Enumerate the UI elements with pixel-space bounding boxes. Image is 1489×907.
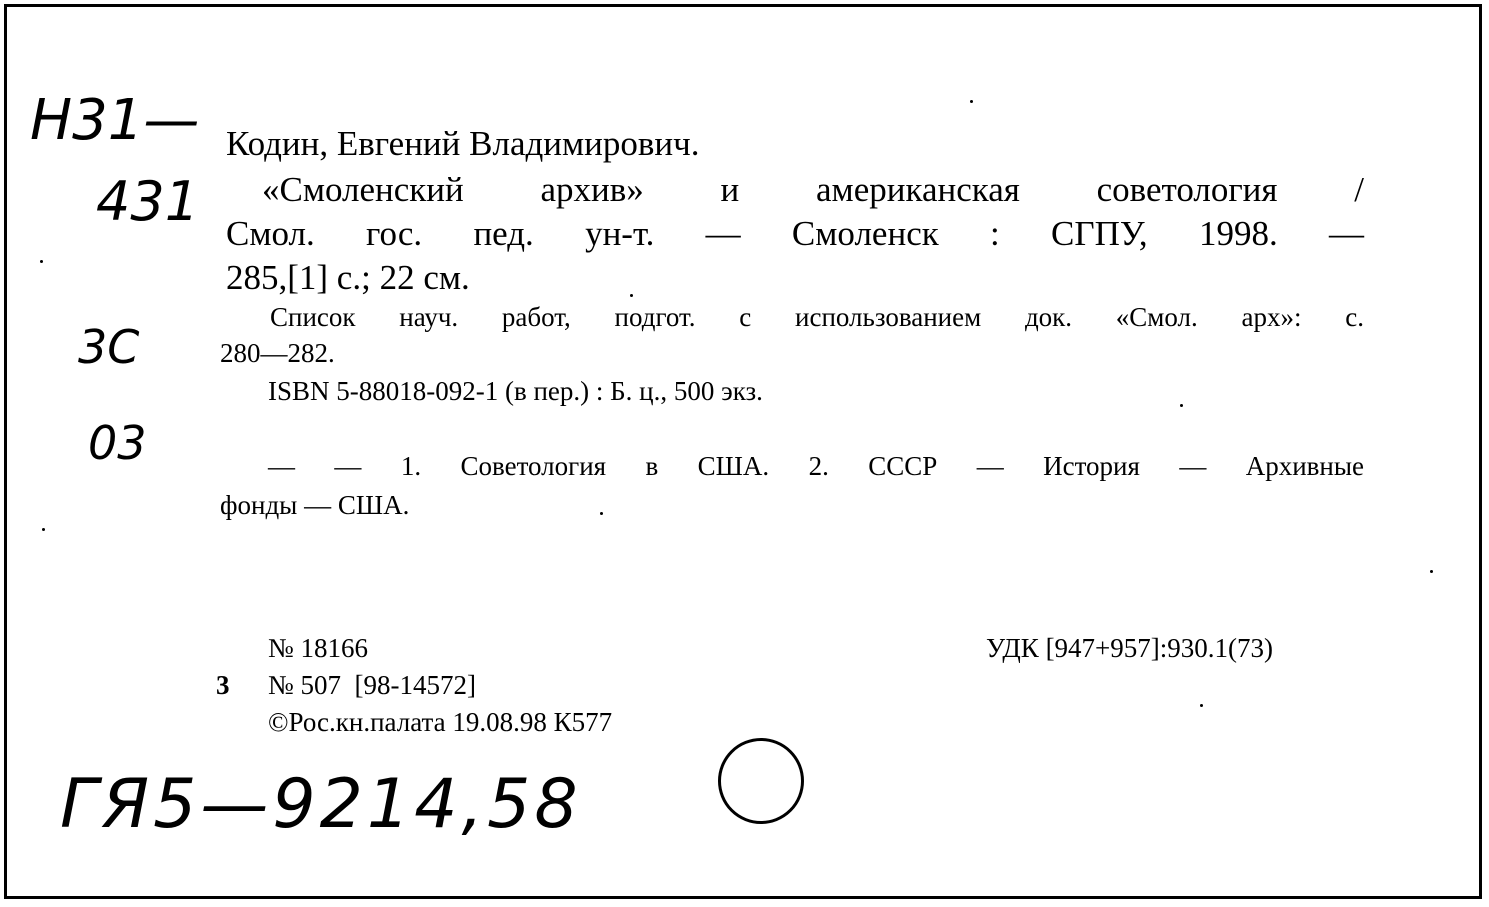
speckle [1180, 404, 1183, 407]
note-line-2: 280—282. [220, 338, 335, 368]
title-line-2: Смол. гос. пед. ун-т. — Смоленск : СГПУ, 1998. — [226, 214, 1364, 253]
speckle [630, 294, 633, 297]
handwritten-code-line2: 431 [96, 170, 200, 233]
speckle [42, 528, 45, 531]
prefix-digit: 3 [216, 670, 230, 700]
isbn-line: ISBN 5-88018-092-1 (в пер.) : Б. ц., 500 экз. [268, 376, 763, 406]
title-line-3: 285,[1] с.; 22 см. [226, 258, 470, 297]
note-line-1: Список науч. работ, подгот. с использованием док. «Смол. арх»: с. [270, 302, 1364, 332]
author-heading: Кодин, Евгений Владимирович. [226, 124, 700, 163]
speckle [1430, 570, 1433, 573]
registration-number: № 507 [98-14572] [268, 670, 476, 700]
book-chamber-line: ©Рос.кн.палата 19.08.98 К577 [268, 707, 613, 737]
handwritten-code-line1: Н31— [30, 88, 200, 153]
handwritten-code-3: 3С [78, 320, 140, 374]
speckle [1200, 704, 1203, 707]
speckle [40, 260, 43, 263]
title-line-1: «Смоленский архив» и американская советология / [262, 170, 1364, 209]
card-number: № 18166 [268, 633, 369, 663]
handwritten-code-4: 03 [88, 416, 147, 470]
subjects-line-2: фонды — США. [220, 490, 410, 520]
speckle [600, 512, 603, 515]
speckle [970, 100, 973, 103]
udk-classification: УДК [947+957]:930.1(73) [986, 633, 1274, 663]
punch-hole [718, 738, 804, 824]
subjects-line-1: — — 1. Советология в США. 2. СССР — История — Архивные [268, 451, 1364, 481]
handwritten-inventory-number: ГЯ5—9214,58 [60, 765, 582, 844]
